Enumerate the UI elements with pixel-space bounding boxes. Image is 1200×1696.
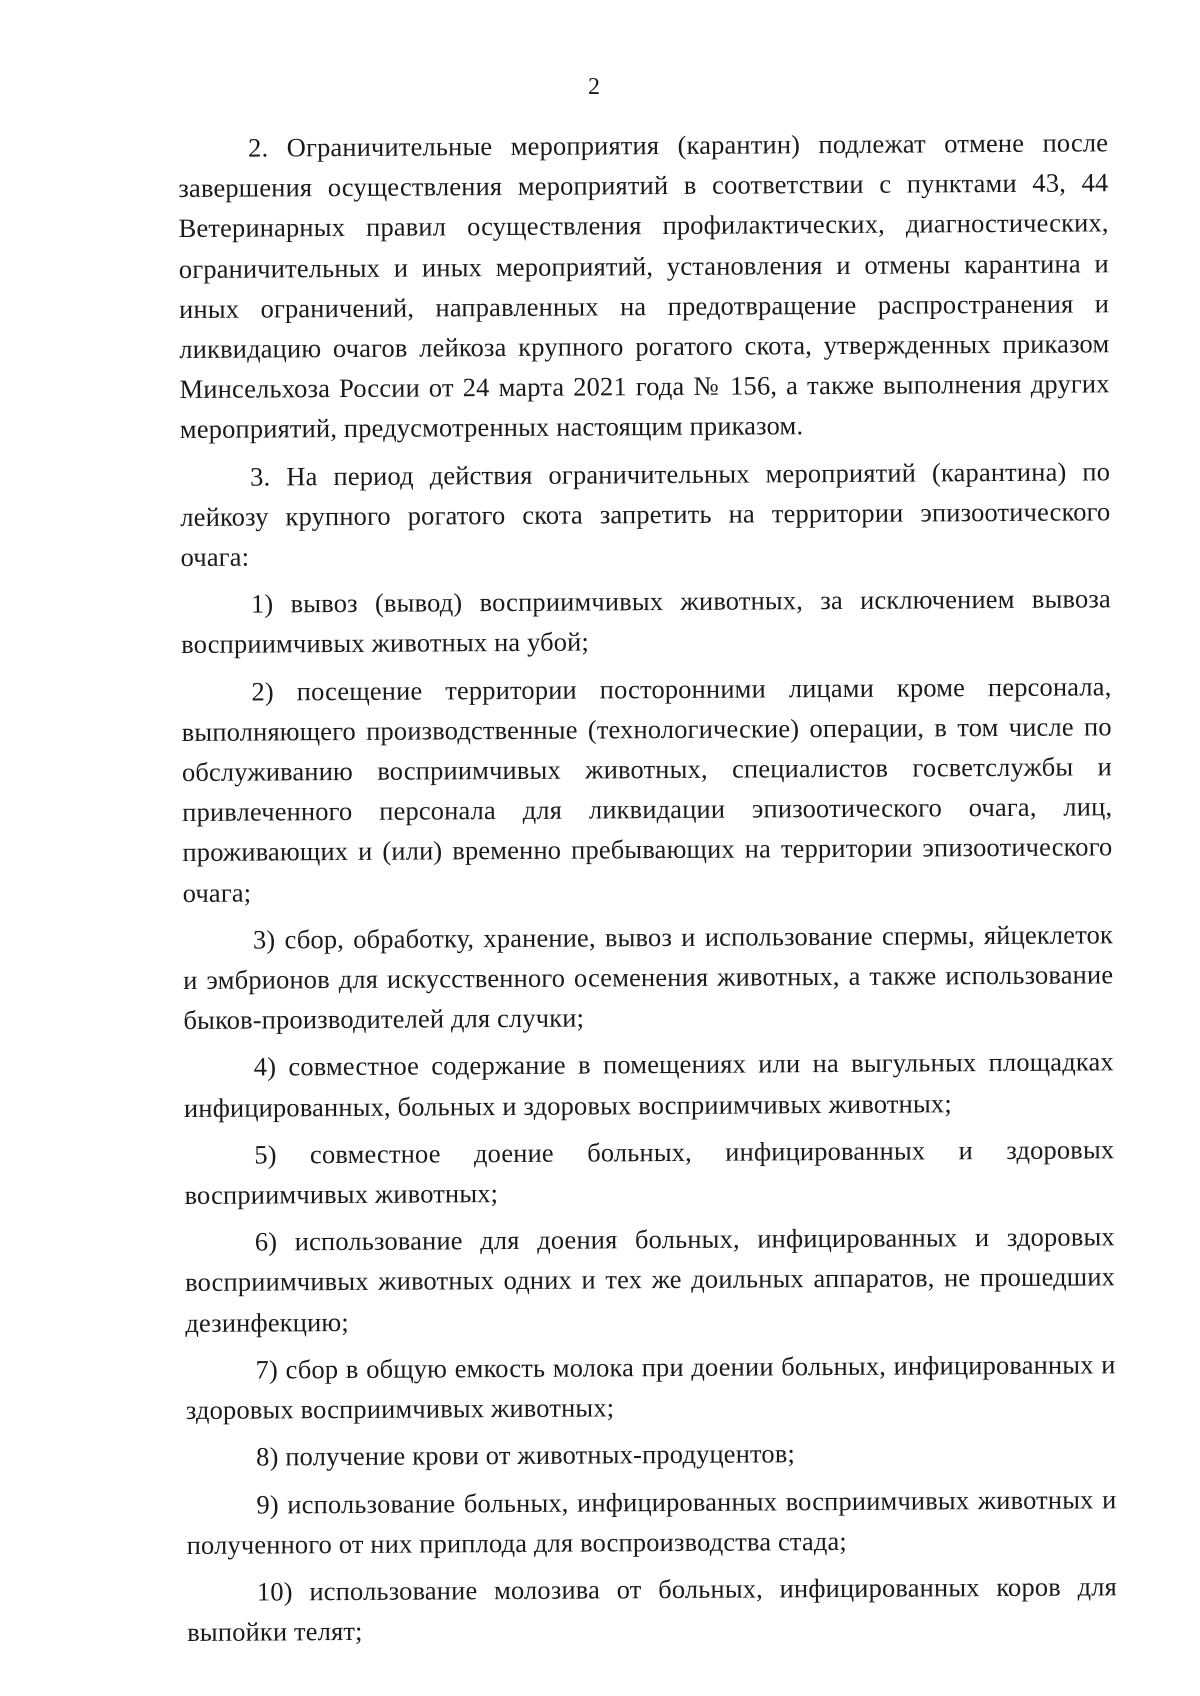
document-body xyxy=(178,122,1117,1652)
page-number: 2 xyxy=(588,74,600,100)
list-item-6: 6) использование для доения больных, инфицированных и здоровых восприимчивых животных одних и тех же доильных аппаратов, не прошедших дезинфекцию; xyxy=(184,1221,1116,1338)
list-item-4: 4) совместное содержание в помещениях или на выгульных площадках инфицированных, больных и здоровых восприимчивых животных; xyxy=(183,1046,1114,1123)
list-item-3: 3) сбор, обработку, хранение, вывоз и использование спермы, яйцеклеток и эмбрионов для искусственного осеменения животных, а также использование быков-производителей для случки; xyxy=(183,919,1114,1036)
list-item-1: 1) вывоз (вывод) восприимчивых животных, за исключением вывоза восприимчивых животных на убой; xyxy=(181,583,1111,660)
list-item-7: 7) сбор в общую емкость молока при доении больных, инфицированных и здоровых восприимчивых животных; xyxy=(185,1349,1116,1426)
paragraph-2: 2. Ограничительные мероприятия (карантин) подлежат отмене после завершения осуществления мероприятий в соответствии с пунктами 43, 44 Ветеринарных правил осуществления профилактических, диагностических, ограничительных и иных мероприятий, установления и отмены карантина и иных ограничений, направленных на предотвращение распространения и ликвидацию очагов лейкоза крупного рогатого скота, утвержденных приказом Минсельхоза России от 24 марта 2021 года № 156, а также выполнения других мероприятий, предусмотренных настоящим приказом. xyxy=(178,127,1110,445)
list-item-2: 2) посещение территории посторонними лицами кроме персонала, выполняющего производственные (технологические) операции, в том числе по обслуживанию восприимчивых животных, специалистов госветслужбы и привлеченного персонала для ликвидации эпизоотического очага, лиц, проживающих и (или) временно пребывающих на территории эпизоотического очага; xyxy=(181,670,1113,908)
paragraph-3: 3. На период действия ограничительных мероприятий (карантина) по лейкозу крупного рогатого скота запретить на территории эпизоотического очага: xyxy=(180,455,1111,573)
list-item-10: 10) использование молозива от больных, инфицированных коров для выпойки телят; xyxy=(187,1571,1118,1648)
list-item-8: 8) получение крови от животных-продуцентов; xyxy=(256,1438,796,1472)
list-item-9: 9) использование больных, инфицированных восприимчивых животных и полученного от них приплода для воспроизводства стада; xyxy=(186,1483,1117,1560)
list-item-5: 5) совместное доение больных, инфицированных и здоровых восприимчивых животных; xyxy=(184,1134,1115,1211)
